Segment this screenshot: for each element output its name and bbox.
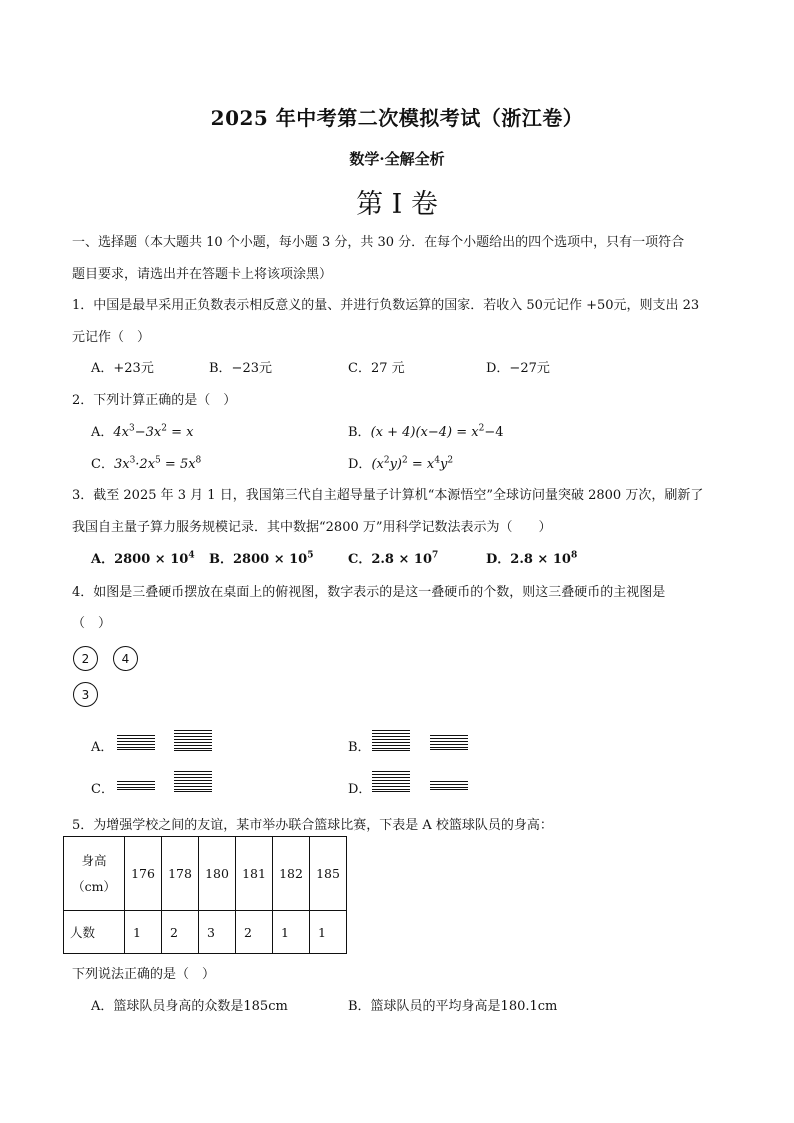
section-instruction-line2: 题目要求，请选出并在答题卡上将该项涂黑） [72,267,333,282]
table-cell: 176 [125,837,162,911]
page-subtitle: 数学·全解全析 [349,150,445,168]
q4-stem-line2: （ ） [72,616,112,631]
coin-stack-figure [174,771,212,794]
q1-stem-line1: 1．中国是最早采用正负数表示相反意义的量、并进行负数运算的国家．若收入 50元记作 +50元，则支出 23 [72,298,700,313]
q4-option-c: C． [91,782,114,797]
coin-stack-figure [174,730,212,753]
table-cell: 1 [273,911,310,954]
table-row [64,837,347,911]
table-cell: 185 [310,837,347,911]
coin-stack-circle: 3 [73,682,98,707]
q2-option-c: C．$3x^3\cdot 2x^5 = 5x^8$ [91,455,202,472]
heights-table [63,836,347,954]
table-row [64,911,347,954]
volume-heading: 第 I 卷 [356,189,438,220]
q3-option-c: C．$2.8 \times 10^7$ [348,550,439,567]
q5-question: 下列说法正确的是（ ） [72,967,216,982]
q3-option-b: B．$2800 \times 10^5$ [209,550,314,567]
coin-stack-figure [117,781,155,792]
coin-stack-figure [430,781,468,792]
q4-option-d: D． [348,782,372,797]
q3-stem-line2: 我国自主量子算力服务规模记录．其中数据“2800 万”用科学记数法表示为（ ） [72,520,552,535]
q4-option-b: B． [348,740,371,755]
q1-stem-line2: 元记作（ ） [72,330,151,345]
q5-stem: 5．为增强学校之间的友谊，某市举办联合篮球比赛，下表是 A 校篮球队员的身高： [72,818,553,833]
q2-option-d: D．$(x^2y)^2 = x^4y^2$ [348,455,454,472]
table-cell: 1 [310,911,347,954]
q2-option-b: B．$(x + 4)(x-4) = x^2-4$ [348,423,504,440]
coin-stack-figure [372,730,410,753]
coin-stack-circle: 4 [113,646,138,671]
q1-option-a: A．+23元 [91,361,154,376]
table-cell: 3 [199,911,236,954]
q5-option-b: B．篮球队员的平均身高是180.1cm [348,999,558,1014]
table-cell: 2 [162,911,199,954]
coin-stack-circle: 2 [73,646,98,671]
coin-stack-figure [117,735,155,752]
height-label: 身高 [81,852,107,868]
height-unit: （cm） [72,878,116,894]
q4-stem-line1: 4．如图是三叠硬币摆放在桌面上的俯视图，数字表示的是这一叠硬币的个数，则这三叠硬币的主视图是 [72,585,666,600]
q4-option-a: A． [91,740,114,755]
q5-option-a: A．篮球队员身高的众数是185cm [91,999,288,1014]
coin-stack-figure [372,771,410,794]
table-cell: 182 [273,837,310,911]
q1-option-b: B．−23元 [209,361,272,376]
q1-option-d: D．−27元 [486,361,550,376]
q2-option-a: A．$4x^3-3x^2 = x$ [91,423,194,440]
table-cell: 2 [236,911,273,954]
section-instruction-line1: 一、选择题（本大题共 10 个小题，每小题 3 分，共 30 分．在每个小题给出的四个选项中，只有一项符合 [72,235,685,250]
q3-stem-line1: 3．截至 2025 年 3 月 1 日，我国第三代自主超导量子计算机“本源悟空”全球访问量突破 2800 万次，刷新了 [72,488,704,503]
coin-stack-figure [430,735,468,752]
table-cell: 181 [236,837,273,911]
table-header-cell [64,837,125,911]
table-cell: 1 [125,911,162,954]
q3-option-d: D．$2.8 \times 10^8$ [486,550,578,567]
table-header-cell: 人数 [64,911,125,954]
q2-stem: 2．下列计算正确的是（ ） [72,393,237,408]
q1-option-c: C．27 元 [348,361,405,376]
page-title: 2025 年中考第二次模拟考试（浙江卷） [210,106,584,130]
table-cell: 180 [199,837,236,911]
q3-option-a: A．$2800 \times 10^4$ [91,550,195,567]
table-cell: 178 [162,837,199,911]
